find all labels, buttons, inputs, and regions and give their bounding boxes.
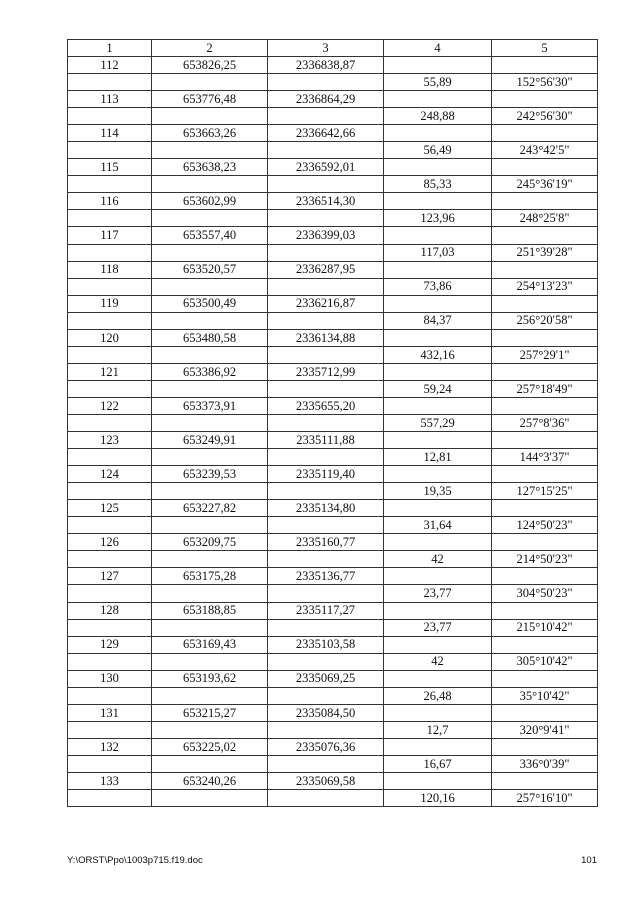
empty-cell bbox=[268, 414, 384, 431]
table-row-segment bbox=[68, 346, 598, 363]
table-row-point bbox=[68, 227, 598, 244]
empty-cell bbox=[68, 312, 152, 329]
table-row-point bbox=[68, 772, 598, 789]
point-id-cell: 112 bbox=[68, 57, 152, 74]
empty-cell bbox=[268, 551, 384, 568]
distance-cell: 16,67 bbox=[384, 755, 492, 772]
x-coordinate-cell: 653373,91 bbox=[152, 397, 268, 414]
distance-cell: 23,77 bbox=[384, 619, 492, 636]
table-row-point bbox=[68, 670, 598, 687]
point-id-cell: 119 bbox=[68, 295, 152, 312]
empty-cell bbox=[152, 244, 268, 261]
empty-cell bbox=[384, 295, 492, 312]
distance-cell: 56,49 bbox=[384, 142, 492, 159]
point-id-cell: 123 bbox=[68, 432, 152, 449]
empty-cell bbox=[384, 261, 492, 278]
empty-cell bbox=[268, 653, 384, 670]
empty-cell bbox=[152, 585, 268, 602]
empty-cell bbox=[152, 721, 268, 738]
direction-angle-cell: 257°16'10" bbox=[492, 790, 598, 807]
x-coordinate-cell: 653227,82 bbox=[152, 500, 268, 517]
direction-angle-cell: 254°13'23" bbox=[492, 278, 598, 295]
empty-cell bbox=[384, 329, 492, 346]
empty-cell bbox=[68, 551, 152, 568]
empty-cell bbox=[384, 636, 492, 653]
table-row-segment bbox=[68, 108, 598, 125]
table-row-point bbox=[68, 91, 598, 108]
empty-cell bbox=[68, 755, 152, 772]
empty-cell bbox=[268, 312, 384, 329]
empty-cell bbox=[152, 414, 268, 431]
table-row-point bbox=[68, 57, 598, 74]
x-coordinate-cell: 653240,26 bbox=[152, 772, 268, 789]
empty-cell bbox=[152, 653, 268, 670]
empty-cell bbox=[68, 687, 152, 704]
empty-cell bbox=[492, 227, 598, 244]
empty-cell bbox=[68, 721, 152, 738]
direction-angle-cell: 256°20'58" bbox=[492, 312, 598, 329]
direction-angle-cell: 35°10'42" bbox=[492, 687, 598, 704]
distance-cell: 12,81 bbox=[384, 449, 492, 466]
point-id-cell: 133 bbox=[68, 772, 152, 789]
empty-cell bbox=[68, 176, 152, 193]
empty-cell bbox=[268, 346, 384, 363]
distance-cell: 12,7 bbox=[384, 721, 492, 738]
empty-cell bbox=[152, 687, 268, 704]
empty-cell bbox=[492, 466, 598, 483]
table-row-segment bbox=[68, 142, 598, 159]
empty-cell bbox=[68, 790, 152, 807]
empty-cell bbox=[152, 790, 268, 807]
x-coordinate-cell: 653480,58 bbox=[152, 329, 268, 346]
table-row-segment bbox=[68, 517, 598, 534]
y-coordinate-cell: 2335111,88 bbox=[268, 432, 384, 449]
distance-cell: 59,24 bbox=[384, 380, 492, 397]
empty-cell bbox=[152, 755, 268, 772]
table-row-point bbox=[68, 193, 598, 210]
empty-cell bbox=[268, 449, 384, 466]
table-row-point bbox=[68, 295, 598, 312]
empty-cell bbox=[492, 534, 598, 551]
empty-cell bbox=[152, 380, 268, 397]
table-row-segment bbox=[68, 619, 598, 636]
direction-angle-cell: 152°56'30" bbox=[492, 74, 598, 91]
empty-cell bbox=[152, 176, 268, 193]
point-id-cell: 127 bbox=[68, 568, 152, 585]
empty-cell bbox=[492, 261, 598, 278]
table-row-segment bbox=[68, 585, 598, 602]
point-id-cell: 132 bbox=[68, 738, 152, 755]
empty-cell bbox=[268, 380, 384, 397]
table-row-point bbox=[68, 500, 598, 517]
table-row-segment bbox=[68, 790, 598, 807]
empty-cell bbox=[384, 772, 492, 789]
empty-cell bbox=[384, 704, 492, 721]
x-coordinate-cell: 653520,57 bbox=[152, 261, 268, 278]
table-row-segment bbox=[68, 483, 598, 500]
table-row-segment bbox=[68, 449, 598, 466]
empty-cell bbox=[268, 790, 384, 807]
table-row-segment bbox=[68, 755, 598, 772]
empty-cell bbox=[152, 517, 268, 534]
empty-cell bbox=[268, 108, 384, 125]
y-coordinate-cell: 2335117,27 bbox=[268, 602, 384, 619]
table-row-point bbox=[68, 329, 598, 346]
point-id-cell: 125 bbox=[68, 500, 152, 517]
x-coordinate-cell: 653249,91 bbox=[152, 432, 268, 449]
empty-cell bbox=[492, 295, 598, 312]
x-coordinate-cell: 653239,53 bbox=[152, 466, 268, 483]
x-coordinate-cell: 653209,75 bbox=[152, 534, 268, 551]
y-coordinate-cell: 2335655,20 bbox=[268, 397, 384, 414]
empty-cell bbox=[384, 363, 492, 380]
table-row-point bbox=[68, 125, 598, 142]
point-id-cell: 131 bbox=[68, 704, 152, 721]
empty-cell bbox=[384, 397, 492, 414]
table-row-segment bbox=[68, 721, 598, 738]
empty-cell bbox=[384, 193, 492, 210]
empty-cell bbox=[152, 551, 268, 568]
point-id-cell: 113 bbox=[68, 91, 152, 108]
y-coordinate-cell: 2336399,03 bbox=[268, 227, 384, 244]
table-row-segment bbox=[68, 176, 598, 193]
table-row-segment bbox=[68, 74, 598, 91]
empty-cell bbox=[384, 125, 492, 142]
x-coordinate-cell: 653826,25 bbox=[152, 57, 268, 74]
point-id-cell: 124 bbox=[68, 466, 152, 483]
empty-cell bbox=[492, 91, 598, 108]
point-id-cell: 116 bbox=[68, 193, 152, 210]
empty-cell bbox=[384, 568, 492, 585]
point-id-cell: 117 bbox=[68, 227, 152, 244]
y-coordinate-cell: 2336642,66 bbox=[268, 125, 384, 142]
table-row-point bbox=[68, 534, 598, 551]
table-header-row bbox=[68, 40, 598, 57]
header-cell-2: 2 bbox=[152, 40, 268, 57]
empty-cell bbox=[492, 670, 598, 687]
empty-cell bbox=[492, 500, 598, 517]
point-id-cell: 130 bbox=[68, 670, 152, 687]
direction-angle-cell: 214°50'23" bbox=[492, 551, 598, 568]
empty-cell bbox=[492, 772, 598, 789]
table-body bbox=[68, 40, 598, 807]
y-coordinate-cell: 2336514,30 bbox=[268, 193, 384, 210]
header-cell-4: 4 bbox=[384, 40, 492, 57]
empty-cell bbox=[492, 363, 598, 380]
empty-cell bbox=[68, 585, 152, 602]
empty-cell bbox=[384, 227, 492, 244]
table-row-point bbox=[68, 363, 598, 380]
table-row-segment bbox=[68, 210, 598, 227]
direction-angle-cell: 127°15'25" bbox=[492, 483, 598, 500]
distance-cell: 84,37 bbox=[384, 312, 492, 329]
table-row-point bbox=[68, 466, 598, 483]
distance-cell: 31,64 bbox=[384, 517, 492, 534]
table-row-point bbox=[68, 602, 598, 619]
empty-cell bbox=[384, 466, 492, 483]
point-id-cell: 128 bbox=[68, 602, 152, 619]
table-row-segment bbox=[68, 414, 598, 431]
distance-cell: 557,29 bbox=[384, 414, 492, 431]
empty-cell bbox=[492, 602, 598, 619]
coordinates-table bbox=[67, 39, 598, 807]
y-coordinate-cell: 2336864,29 bbox=[268, 91, 384, 108]
empty-cell bbox=[384, 159, 492, 176]
empty-cell bbox=[492, 432, 598, 449]
table-row-segment bbox=[68, 653, 598, 670]
empty-cell bbox=[68, 619, 152, 636]
point-id-cell: 121 bbox=[68, 363, 152, 380]
empty-cell bbox=[268, 687, 384, 704]
distance-cell: 120,16 bbox=[384, 790, 492, 807]
distance-cell: 248,88 bbox=[384, 108, 492, 125]
empty-cell bbox=[68, 142, 152, 159]
table-row-point bbox=[68, 636, 598, 653]
direction-angle-cell: 245°36'19" bbox=[492, 176, 598, 193]
direction-angle-cell: 320°9'41" bbox=[492, 721, 598, 738]
y-coordinate-cell: 2335076,36 bbox=[268, 738, 384, 755]
empty-cell bbox=[152, 142, 268, 159]
table-row-segment bbox=[68, 687, 598, 704]
empty-cell bbox=[384, 738, 492, 755]
direction-angle-cell: 304°50'23" bbox=[492, 585, 598, 602]
y-coordinate-cell: 2336592,01 bbox=[268, 159, 384, 176]
y-coordinate-cell: 2336216,87 bbox=[268, 295, 384, 312]
empty-cell bbox=[268, 176, 384, 193]
x-coordinate-cell: 653215,27 bbox=[152, 704, 268, 721]
empty-cell bbox=[268, 278, 384, 295]
table-row-point bbox=[68, 397, 598, 414]
empty-cell bbox=[268, 585, 384, 602]
y-coordinate-cell: 2336838,87 bbox=[268, 57, 384, 74]
empty-cell bbox=[152, 346, 268, 363]
point-id-cell: 118 bbox=[68, 261, 152, 278]
x-coordinate-cell: 653663,26 bbox=[152, 125, 268, 142]
empty-cell bbox=[384, 670, 492, 687]
empty-cell bbox=[268, 244, 384, 261]
y-coordinate-cell: 2335136,77 bbox=[268, 568, 384, 585]
x-coordinate-cell: 653169,43 bbox=[152, 636, 268, 653]
point-id-cell: 126 bbox=[68, 534, 152, 551]
empty-cell bbox=[152, 74, 268, 91]
direction-angle-cell: 124°50'23" bbox=[492, 517, 598, 534]
distance-cell: 42 bbox=[384, 551, 492, 568]
direction-angle-cell: 215°10'42" bbox=[492, 619, 598, 636]
distance-cell: 85,33 bbox=[384, 176, 492, 193]
empty-cell bbox=[68, 380, 152, 397]
y-coordinate-cell: 2335069,25 bbox=[268, 670, 384, 687]
empty-cell bbox=[492, 57, 598, 74]
empty-cell bbox=[152, 449, 268, 466]
table-row-point bbox=[68, 261, 598, 278]
table-row-point bbox=[68, 568, 598, 585]
direction-angle-cell: 336°0'39" bbox=[492, 755, 598, 772]
distance-cell: 26,48 bbox=[384, 687, 492, 704]
empty-cell bbox=[152, 278, 268, 295]
distance-cell: 117,03 bbox=[384, 244, 492, 261]
empty-cell bbox=[268, 483, 384, 500]
empty-cell bbox=[492, 125, 598, 142]
empty-cell bbox=[384, 91, 492, 108]
empty-cell bbox=[68, 244, 152, 261]
y-coordinate-cell: 2335160,77 bbox=[268, 534, 384, 551]
empty-cell bbox=[152, 108, 268, 125]
distance-cell: 123,96 bbox=[384, 210, 492, 227]
empty-cell bbox=[68, 74, 152, 91]
empty-cell bbox=[384, 500, 492, 517]
header-cell-5: 5 bbox=[492, 40, 598, 57]
empty-cell bbox=[492, 704, 598, 721]
footer-page-number: 101 bbox=[581, 855, 597, 866]
empty-cell bbox=[384, 57, 492, 74]
empty-cell bbox=[268, 142, 384, 159]
empty-cell bbox=[68, 483, 152, 500]
table-row-segment bbox=[68, 380, 598, 397]
empty-cell bbox=[68, 449, 152, 466]
empty-cell bbox=[384, 534, 492, 551]
table-row-point bbox=[68, 738, 598, 755]
table-row-segment bbox=[68, 551, 598, 568]
direction-angle-cell: 248°25'8" bbox=[492, 210, 598, 227]
table-row-point bbox=[68, 432, 598, 449]
x-coordinate-cell: 653225,02 bbox=[152, 738, 268, 755]
empty-cell bbox=[492, 397, 598, 414]
table-row-segment bbox=[68, 278, 598, 295]
empty-cell bbox=[492, 738, 598, 755]
x-coordinate-cell: 653193,62 bbox=[152, 670, 268, 687]
empty-cell bbox=[492, 636, 598, 653]
point-id-cell: 122 bbox=[68, 397, 152, 414]
point-id-cell: 114 bbox=[68, 125, 152, 142]
empty-cell bbox=[152, 483, 268, 500]
empty-cell bbox=[152, 619, 268, 636]
x-coordinate-cell: 653500,49 bbox=[152, 295, 268, 312]
y-coordinate-cell: 2336134,88 bbox=[268, 329, 384, 346]
direction-angle-cell: 305°10'42" bbox=[492, 653, 598, 670]
y-coordinate-cell: 2335103,58 bbox=[268, 636, 384, 653]
empty-cell bbox=[268, 74, 384, 91]
distance-cell: 23,77 bbox=[384, 585, 492, 602]
footer-file-path: Y:\ORST\Ppo\1003p715.f19.doc bbox=[67, 855, 203, 866]
x-coordinate-cell: 653602,99 bbox=[152, 193, 268, 210]
direction-angle-cell: 257°29'1" bbox=[492, 346, 598, 363]
empty-cell bbox=[68, 653, 152, 670]
empty-cell bbox=[492, 159, 598, 176]
distance-cell: 73,86 bbox=[384, 278, 492, 295]
distance-cell: 432,16 bbox=[384, 346, 492, 363]
empty-cell bbox=[268, 721, 384, 738]
direction-angle-cell: 257°18'49" bbox=[492, 380, 598, 397]
empty-cell bbox=[268, 619, 384, 636]
distance-cell: 42 bbox=[384, 653, 492, 670]
empty-cell bbox=[268, 210, 384, 227]
x-coordinate-cell: 653776,48 bbox=[152, 91, 268, 108]
empty-cell bbox=[68, 517, 152, 534]
x-coordinate-cell: 653638,23 bbox=[152, 159, 268, 176]
point-id-cell: 120 bbox=[68, 329, 152, 346]
direction-angle-cell: 242°56'30" bbox=[492, 108, 598, 125]
empty-cell bbox=[492, 329, 598, 346]
y-coordinate-cell: 2336287,95 bbox=[268, 261, 384, 278]
table-row-point bbox=[68, 159, 598, 176]
empty-cell bbox=[384, 432, 492, 449]
empty-cell bbox=[268, 755, 384, 772]
x-coordinate-cell: 653188,85 bbox=[152, 602, 268, 619]
empty-cell bbox=[68, 346, 152, 363]
table-row-segment bbox=[68, 312, 598, 329]
y-coordinate-cell: 2335134,80 bbox=[268, 500, 384, 517]
direction-angle-cell: 251°39'28" bbox=[492, 244, 598, 261]
x-coordinate-cell: 653386,92 bbox=[152, 363, 268, 380]
direction-angle-cell: 257°8'36" bbox=[492, 414, 598, 431]
direction-angle-cell: 144°3'37" bbox=[492, 449, 598, 466]
point-id-cell: 115 bbox=[68, 159, 152, 176]
distance-cell: 55,89 bbox=[384, 74, 492, 91]
direction-angle-cell: 243°42'5" bbox=[492, 142, 598, 159]
empty-cell bbox=[68, 414, 152, 431]
x-coordinate-cell: 653175,28 bbox=[152, 568, 268, 585]
y-coordinate-cell: 2335084,50 bbox=[268, 704, 384, 721]
empty-cell bbox=[492, 568, 598, 585]
empty-cell bbox=[384, 602, 492, 619]
empty-cell bbox=[268, 517, 384, 534]
empty-cell bbox=[152, 210, 268, 227]
y-coordinate-cell: 2335069,58 bbox=[268, 772, 384, 789]
x-coordinate-cell: 653557,40 bbox=[152, 227, 268, 244]
y-coordinate-cell: 2335712,99 bbox=[268, 363, 384, 380]
table-row-segment bbox=[68, 244, 598, 261]
empty-cell bbox=[68, 210, 152, 227]
point-id-cell: 129 bbox=[68, 636, 152, 653]
y-coordinate-cell: 2335119,40 bbox=[268, 466, 384, 483]
empty-cell bbox=[152, 312, 268, 329]
table-row-point bbox=[68, 704, 598, 721]
header-cell-1: 1 bbox=[68, 40, 152, 57]
distance-cell: 19,35 bbox=[384, 483, 492, 500]
empty-cell bbox=[492, 193, 598, 210]
empty-cell bbox=[68, 108, 152, 125]
header-cell-3: 3 bbox=[268, 40, 384, 57]
empty-cell bbox=[68, 278, 152, 295]
